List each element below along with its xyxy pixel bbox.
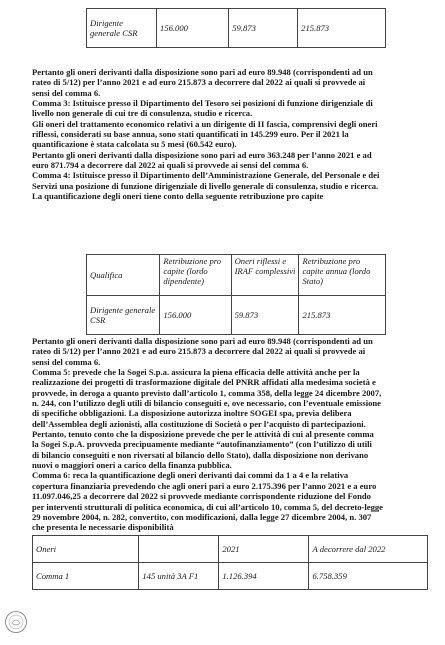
- text-line: Pertanto gli oneri derivanti dalla disposizione sono pari ad euro 89.948 (corrispondenti ad un: [32, 67, 373, 77]
- text-line: n. 244, con l’utilizzo degli utili di bilancio conseguiti e, ove necessario, con l’eventuale emissione: [32, 398, 381, 409]
- table-row: [33, 563, 428, 590]
- table-cell: 145 unità 3A F1: [139, 563, 219, 590]
- paragraph-block-1: [32, 67, 430, 201]
- text-line: di specifiche obbligazioni. La disposizione autorizza inoltre SOGEI spa, previa delibera: [32, 408, 352, 419]
- text-line: la Sogei S.p.A. provveda precipuamente mediante “autofinanziamento” (con l’utilizzo di utili: [32, 439, 372, 450]
- table-cell: Dirigente generale CSR: [87, 296, 160, 335]
- table-header-row: [87, 255, 386, 296]
- charges-table: [32, 535, 428, 590]
- table-cell: 6.758.359: [309, 563, 428, 590]
- text-line: sensi del comma 6.: [32, 356, 101, 367]
- table-row: [87, 296, 386, 335]
- seal-stamp-icon: [4, 610, 28, 634]
- text-line: Comma 5: prevede che la Sogei S.p.a. assicura la piena efficacia delle attività anche per la: [32, 367, 360, 378]
- table-header-cell: Retribuzione pro capite annua (lordo Stato): [299, 255, 386, 296]
- table-cell: 215.873: [299, 296, 386, 335]
- text-line: provvede, in deroga a quanto previsto dall’articolo 1, comma 358, della legge 24 dicembre 2007,: [32, 387, 382, 398]
- text-line: per interventi strutturali di politica economica, di cui all’articolo 10, comma 5, del decreto-legge: [32, 501, 384, 512]
- text-line: Pertanto gli oneri derivanti dalla disposizione sono pari ad euro 89.948 (corrispondenti ad un: [32, 336, 373, 346]
- table-header-cell: 2021: [219, 536, 309, 563]
- table-cell: 59.873: [231, 296, 299, 335]
- text-line: nuovi o maggiori oneri a carico della finanza pubblica.: [32, 460, 232, 471]
- table-header-cell: Oneri riflessi e IRAF complessivi: [231, 255, 299, 296]
- table-row: [87, 9, 386, 48]
- table-header-cell: A decorrere dal 2022: [309, 536, 428, 563]
- text-line: 29 novembre 2004, n. 282, convertito, con modificazioni, dalla legge 27 dicembre 2004, n. 307: [32, 511, 372, 522]
- table-header-cell: [139, 536, 219, 563]
- text-line: La quantificazione degli oneri tiene conto della seguente retribuzione pro capite: [32, 191, 324, 202]
- text-line: rateo di 5/12) per l’anno 2021 e ad euro 215.873 a decorrere dal 2022 ai quali si provvede ai: [32, 346, 366, 357]
- text-line: euro 871.794 a decorrere dal 2022 ai quali si provvede ai sensi del comma 6.: [32, 160, 309, 171]
- table-cell: Comma 1: [33, 563, 139, 590]
- text-line: Comma 6: reca la quantificazione degli oneri derivanti dai commi da 1 a 4 e la relativa: [32, 470, 349, 481]
- table-header-cell: Qualifica: [87, 255, 160, 296]
- text-line: di bilancio conseguiti e non riversati al bilancio dello Stato), dalla disposizione non derivano: [32, 449, 369, 460]
- cost-table-top: [86, 8, 386, 48]
- text-line: Pertanto gli oneri derivanti dalla disposizione sono pari ad euro 363.248 per l’anno 2021 e ad: [32, 149, 372, 160]
- paragraph-block-2: [32, 336, 430, 533]
- text-line: Comma 3: Istituisce presso il Dipartimento del Tesoro sei posizioni di funzione dirigenziale di: [32, 98, 373, 109]
- text-line: sensi del comma 6.: [32, 87, 101, 98]
- text-line: livello non generale di cui tre di consulenza, studio e ricerca.: [32, 108, 253, 119]
- table-cell: 215.873: [298, 9, 386, 48]
- table-cell: 59.873: [229, 9, 298, 48]
- table-header-cell: Oneri: [33, 536, 139, 563]
- table-header-row: [33, 536, 428, 563]
- text-line: 11.097.046,25 a decorrere dal 2022 si provvede mediante corrispondente riduzione del Fondo: [32, 491, 371, 502]
- table-cell: 156.000: [160, 296, 231, 335]
- table-cell: 1.126.394: [219, 563, 309, 590]
- text-line: Pertanto, tenuto conto che la disposizione prevede che per le attività di cui al presente comma: [32, 429, 374, 440]
- text-line: quantificazione è stata calcolata su 5 mesi (60.542 euro).: [32, 139, 237, 150]
- text-line: dell’Assemblea degli azionisti, alla costituzione di Società o per l’acquisto di partecipazioni.: [32, 418, 366, 429]
- text-line: Gli oneri del trattamento economico relativi a un dirigente di II fascia, comprensivi degli oneri: [32, 118, 378, 129]
- text-line: Servizi una posizione di funzione dirigenziale di livello generale di consulenza, studio e ricerca.: [32, 180, 379, 191]
- text-line: copertura finanziaria prevedendo che agli oneri pari a euro 2.175.396 per l’anno 2021 e a euro: [32, 480, 377, 491]
- text-line: che presenta le necessarie disponibilità: [32, 522, 174, 533]
- table-cell: Dirigente generale CSR: [87, 9, 157, 48]
- table-cell: 156.000: [157, 9, 229, 48]
- cost-table-middle: [86, 254, 386, 335]
- text-line: Comma 4: Istituisce presso il Dipartimento dell’Amministrazione Generale, del Personale e dei: [32, 170, 380, 181]
- text-line: rateo di 5/12) per l’anno 2021 e ad euro 215.873 a decorrere dal 2022 ai quali si provvede ai: [32, 77, 366, 88]
- text-line: realizzazione dei progetti di trasformazione digitale del PNRR affidati alla medesima società e: [32, 377, 376, 388]
- text-line: riflessi, considerati su base annua, sono stati quantificati in 145.299 euro. Per il 2021 la: [32, 129, 349, 140]
- table-header-cell: Retribuzione pro capite (lordo dipendente): [160, 255, 231, 296]
